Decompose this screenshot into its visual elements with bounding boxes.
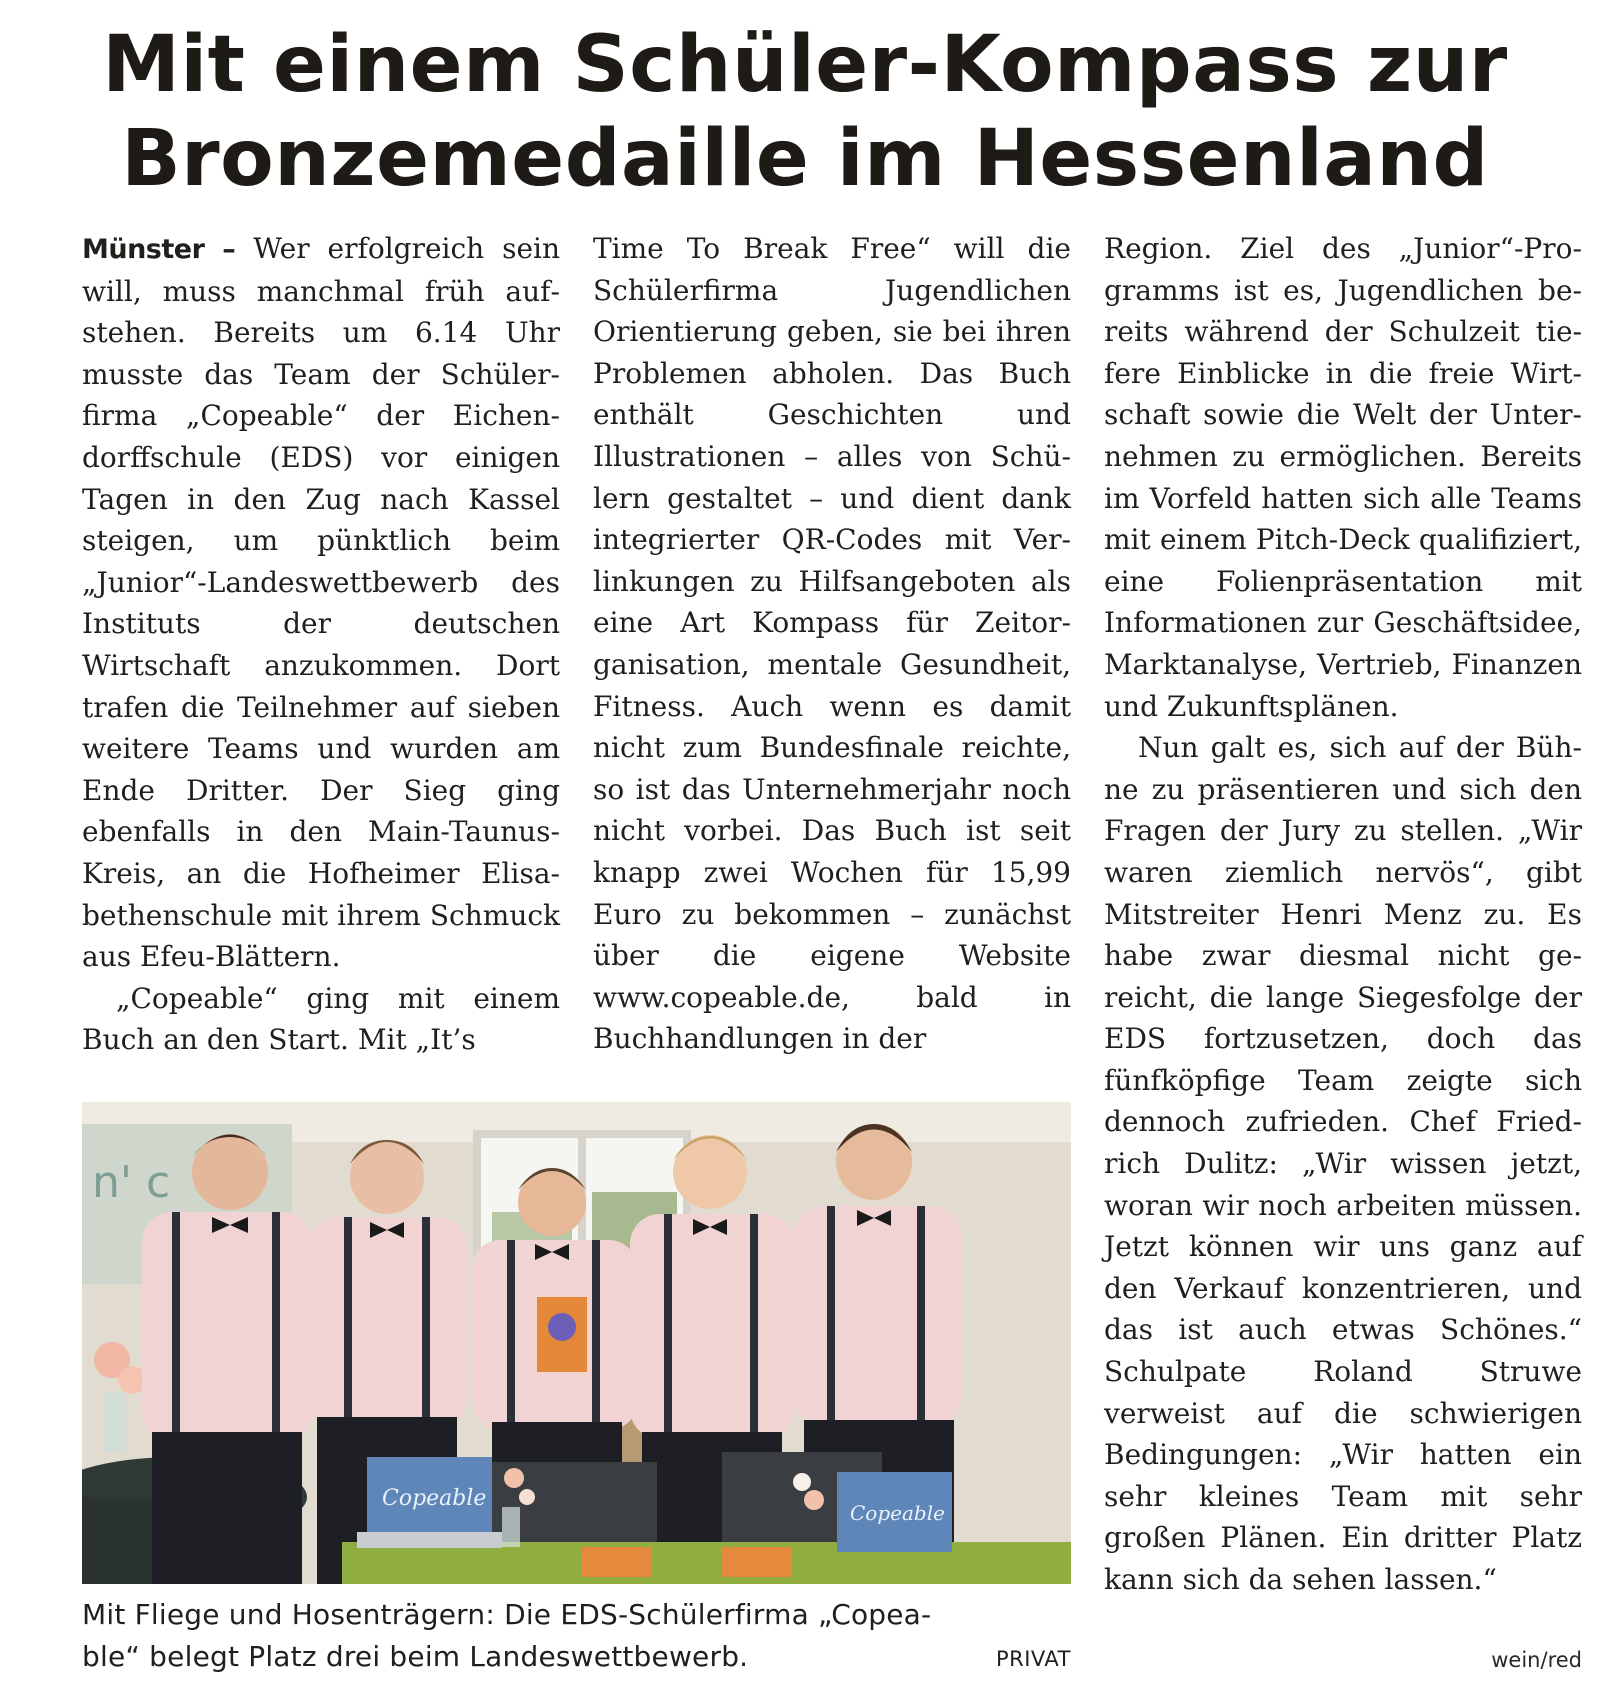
article-column-3: [1104, 228, 1582, 1601]
article-paragraph-2-continued: Time To Break Free“ will die Schülerfirma Jugendlichen Orientierung geben, sie bei ihren Problemen abholen. Das Buch enthält Geschichten und Illustrationen – alles von Schülern gestaltet – und dient dank integrierter QR-Codes mit Verlinkungen zu Hilfsangeboten als eine Art Kompass für Zeitorganisation, mentale Gesundheit, Fitness. Auch wenn es damit nicht zum Bundesfinale reichte, so ist das Unternehmerjahr noch nicht vorbei. Das Buch ist seit knapp zwei Wochen für 15,99 Euro zu bekommen – zunächst über die eigene Website www.copeable.de, bald in Buchhandlungen in der: [593, 232, 1071, 1056]
laptop-logo-right: Copeable: [850, 1501, 945, 1525]
caption-line-2: ble“ belegt Platz drei beim Landeswettbewerb.: [82, 1640, 749, 1673]
photo-credit: PRIVAT: [995, 1647, 1071, 1671]
author-tag: wein/red: [1491, 1648, 1582, 1672]
article-paragraph-2-end: Region. Ziel des „Junior“-Programms ist es, Jugendlichen bereits während der Schulzeit tiefere Einblicke in die freie Wirtschaft sowie die Welt der Unternehmen zu ermöglichen. Bereits im Vorfeld hatten sich alle Teams mit einem Pitch-Deck qualifiziert, eine Folienpräsentation mit Informationen zur Geschäftsidee, Marktanalyse, Vertrieb, Finanzen und Zukunftsplänen.: [1104, 232, 1582, 723]
article-paragraph-3: Nun galt es, sich auf der Bühne zu präsentieren und sich den Fragen der Jury zu stellen. „Wir waren ziemlich nervös“, gibt Mitstreiter Henri Menz zu. Es habe zwar diesmal nicht gereicht, die lange Siegesfolge der EDS fortzusetzen, doch das fünfköpfige Team zeigte sich dennoch zufrieden. Chef Friedrich Dulitz: „Wir wissen jetzt, woran wir noch arbeiten müssen. Jetzt können wir uns ganz auf den Verkauf konzentrieren, und das ist auch etwas Schönes.“ Schulpate Roland Struwe verweist auf die schwierigen Bedingungen: „Wir hatten ein sehr kleines Team mit sehr großen Plänen. Ein dritter Platz kann sich da sehen lassen.“: [1104, 731, 1582, 1596]
article-column-1: [82, 228, 560, 1061]
dateline: Münster –: [82, 234, 236, 265]
caption-line-1: Mit Fliege und Hosenträgern: Die EDS-Schülerfirma „Copea-: [82, 1598, 932, 1631]
svg-text:n' c: n' c: [92, 1157, 171, 1208]
headline-line-1: Mit einem Schüler-Kompass zur: [102, 20, 1508, 110]
laptop-logo-left: Copeable: [382, 1486, 487, 1511]
article-paragraph-1: [82, 228, 560, 978]
article-photo: [82, 1102, 1071, 1584]
photo-caption: [82, 1594, 1071, 1680]
headline-line-2: Bronzemedaille im Hessenland: [121, 114, 1489, 204]
headline: [40, 18, 1570, 206]
caption-line-2-row: [82, 1636, 1071, 1680]
team-photo-illustration: [82, 1102, 1071, 1584]
article-paragraph-2: „Copeable“ ging mit einem Buch an den Start. Mit „It’s: [82, 981, 560, 1057]
article-column-2: [593, 228, 1071, 1060]
article-paragraph-1-text: Wer erfolgreich sein will, muss manchmal früh aufstehen. Bereits um 6.14 Uhr musste das Team der Schülerfirma „Copeable“ der Eichendorffschule (EDS) vor einigen Tagen in den Zug nach Kassel steigen, um pünktlich beim „Junior“-Landeswettbewerb des Instituts der deutschen Wirtschaft anzukommen. Dort trafen die Teilnehmer auf sieben weitere Teams und wurden am Ende Dritter. Der Sieg ging ebenfalls in den Main-Taunus-Kreis, an die Hofheimer Elisabethenschule mit ihrem Schmuck aus Efeu-Blättern.: [82, 232, 560, 974]
